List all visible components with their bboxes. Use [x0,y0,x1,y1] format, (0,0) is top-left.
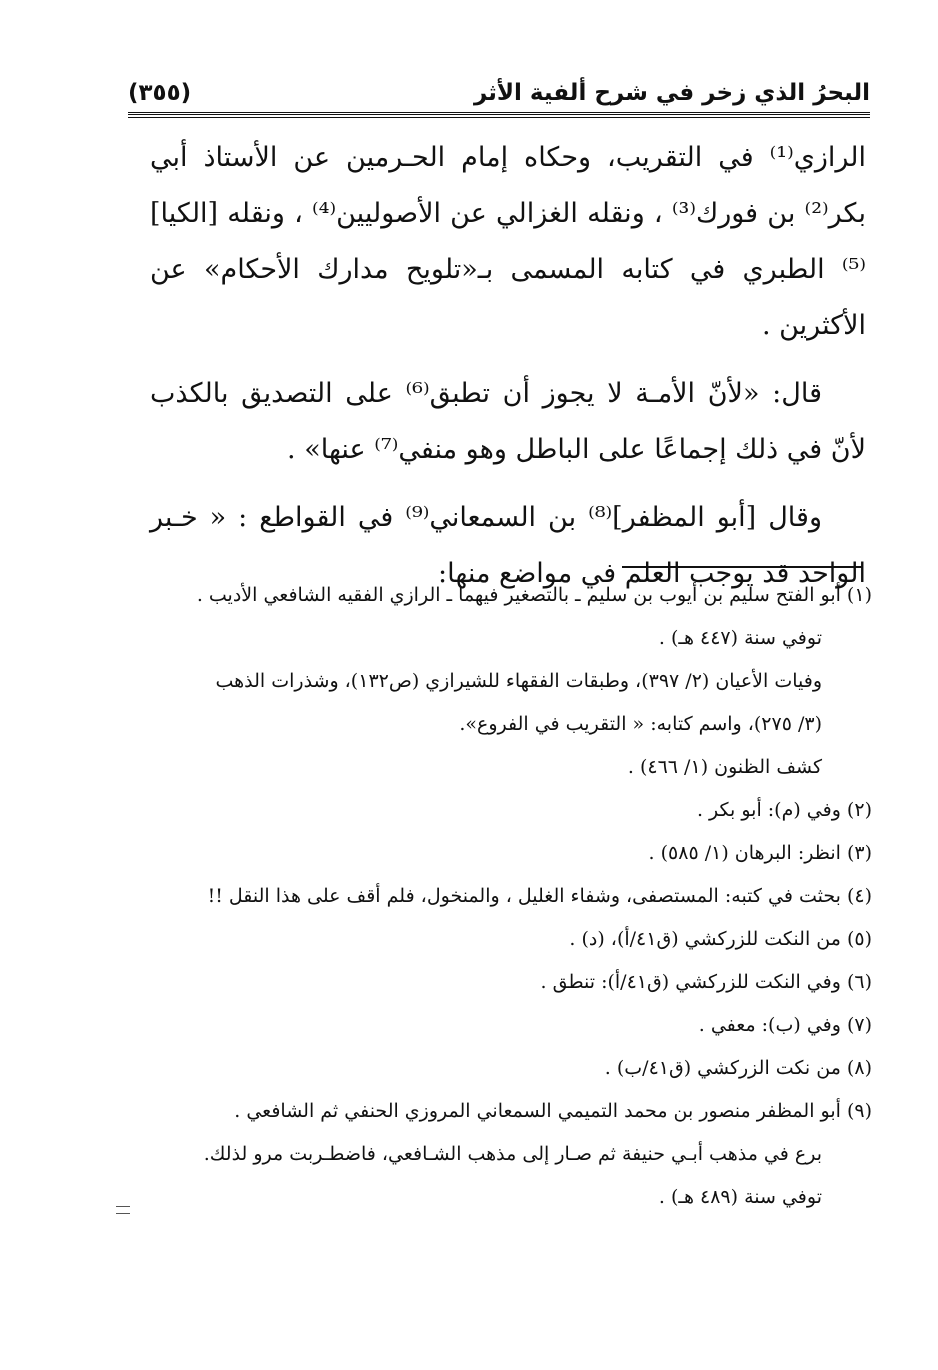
footnote-line: برع في مذهب أبـي حنيفة ثم صـار إلى مذهب الشـافعي، فاضطـربت مرو لذلك. [203,1143,822,1165]
footnote-line: (٣) انظر: البرهان (١/ ٥٨٥) . [648,842,872,864]
paragraph: قال: «لأنّ الأمـة لا يجوز أن تطبق⁽⁶⁾ على التصديق بالكذب لأنّ في ذلك إجماعًا على الباطل وهو منفي⁽⁷⁾ عنها» . [150,378,866,465]
paragraph: وقال [أبو المظفر]⁽⁸⁾ بن السمعاني⁽⁹⁾ في القواطع : « خـبر الواحد قد يوجب العلم في مواضع منها: [150,502,866,589]
main-text [150,130,866,614]
page-header [128,66,870,106]
footnote-line: (٤) بحثت في كتبه: المستصفى، وشفاء الغليل ، والمنخول، فلم أقف على هذا النقل !! [207,885,872,907]
footnote-line: (٥) من النكت للزركشي (ق٤١/أ)، (د) . [569,928,872,950]
footnote-line: (٧) وفي (ب): معفي . [698,1014,872,1036]
header-rule [128,112,870,118]
page-number: (٣٥٥) [128,80,192,106]
footnote-line: توفي سنة (٤٨٩ هـ) . [658,1186,822,1208]
footnote-line: (٦) وفي النكت للزركشي (ق٤١/أ): تنطق . [540,971,872,993]
footnote-line: وفيات الأعيان (٢/ ٣٩٧)، وطبقات الفقهاء للشيرازي (ص١٣٢)، وشذرات الذهب [215,670,822,692]
running-title: البحرُ الذي زخر في شرح ألفية الأثر [473,80,870,106]
footnote-line: (٩) أبو المظفر منصور بن محمد التميمي السمعاني المروزي الحنفي ثم الشافعي . [234,1100,872,1122]
footnote-line: (١) أبو الفتح سليم بن أيوب بن سليم ـ بالتصغير فيهما ـ الرازي الفقيه الشافعي الأديب . [196,584,872,606]
footnote-line: توفي سنة (٤٤٧ هـ) . [658,627,822,649]
margin-mark [116,1206,130,1214]
footnote-line: (٢) وفي (م): أبو بكر . [696,799,872,821]
footnote-line: (٣/ ٢٧٥)، واسم كتابه: « التقريب في الفروع». [459,713,822,735]
footnotes [150,574,872,1219]
footnote-line: (٨) من نكت الزركشي (ق٤١/ب) . [604,1057,872,1079]
paragraph: الرازي⁽¹⁾ في التقريب، وحكاه إمام الحـرمين عن الأستاذ أبي بكر⁽²⁾ بن فورك⁽³⁾ ، ونقله الغزالي عن الأصوليين⁽⁴⁾ ، ونقله [الكيا]⁽⁵⁾ الطبري في كتابه المسمى بـ«تلويح مدارك الأحكام» عن الأكثرين . [150,142,866,341]
footnote-line: كشف الظنون (١/ ٤٦٦) . [627,756,822,778]
footnote-separator [622,566,862,568]
